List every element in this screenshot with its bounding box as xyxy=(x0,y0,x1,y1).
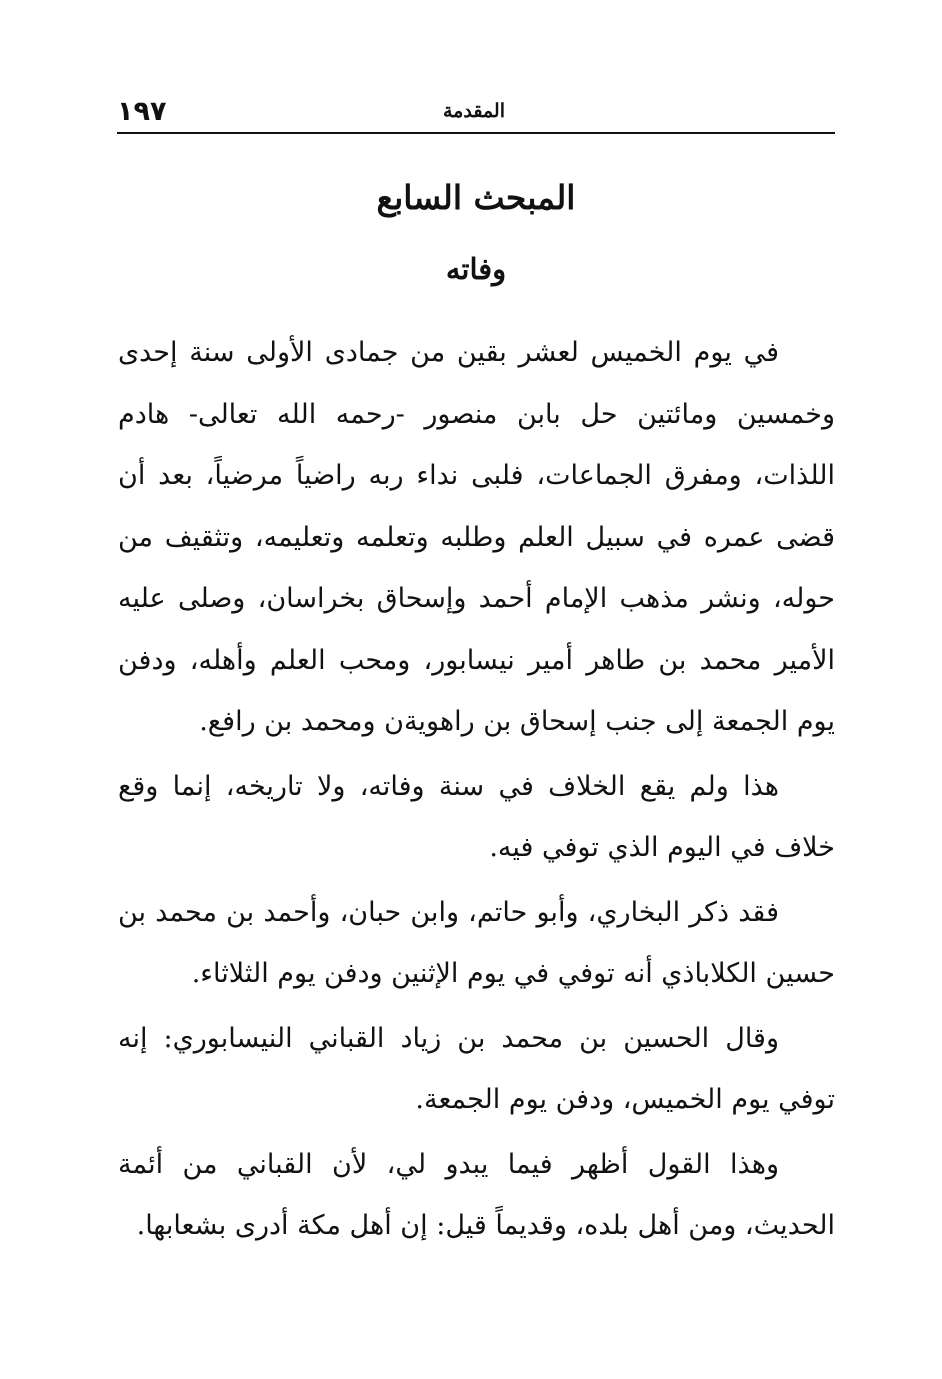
paragraph-qabbani-report: وقال الحسين بن محمد بن زياد القباني النيسابوري: إنه توفي يوم الخميس، ودفن يوم الجمعة. xyxy=(118,1022,835,1115)
paragraph-dispute: هذا ولم يقع الخلاف في سنة وفاته، ولا تاريخه، إنما وقع خلاف في اليوم الذي توفي فيه. xyxy=(118,770,835,863)
running-title: المقدمة xyxy=(442,100,505,122)
paragraph-author-opinion: وهذا القول أظهر فيما يبدو لي، لأن القباني من أئمة الحديث، ومن أهل بلده، وقديماً قيل: إن أهل مكة أدرى بشعابها. xyxy=(118,1148,835,1241)
paragraph-death-account: في يوم الخميس لعشر بقين من جمادى الأولى سنة إحدى وخمسين ومائتين حل بابن منصور -رحمه الله تعالى- هادم اللذات، ومفرق الجماعات، فلبى نداء ربه راضياً مرضياً، بعد أن قضى عمره في سبيل العلم وطلبه وتعلمه وتعليمه، وتثقيف من حوله، ونشر مذهب الإمام أحمد وإسحاق بخراسان، وصلى عليه الأمير محمد بن طاهر أمير نيسابور، ومحب العلم وأهله، ودفن يوم الجمعة إلى جنب إسحاق بن راهويةن ومحمد بن رافع. xyxy=(118,337,835,737)
paragraph-bukhari-report: فقد ذكر البخاري، وأبو حاتم، وابن حبان، وأحمد بن محمد بن حسين الكلاباذي أنه توفي في يوم الإثنين ودفن يوم الثلاثاء. xyxy=(118,896,835,989)
section-title: المبحث السابع xyxy=(376,178,576,217)
header-rule xyxy=(117,132,835,134)
page-number: ١٩٧ xyxy=(117,96,167,127)
section-subtitle: وفاته xyxy=(445,252,507,286)
running-header xyxy=(117,96,835,130)
body-text xyxy=(118,322,835,1260)
